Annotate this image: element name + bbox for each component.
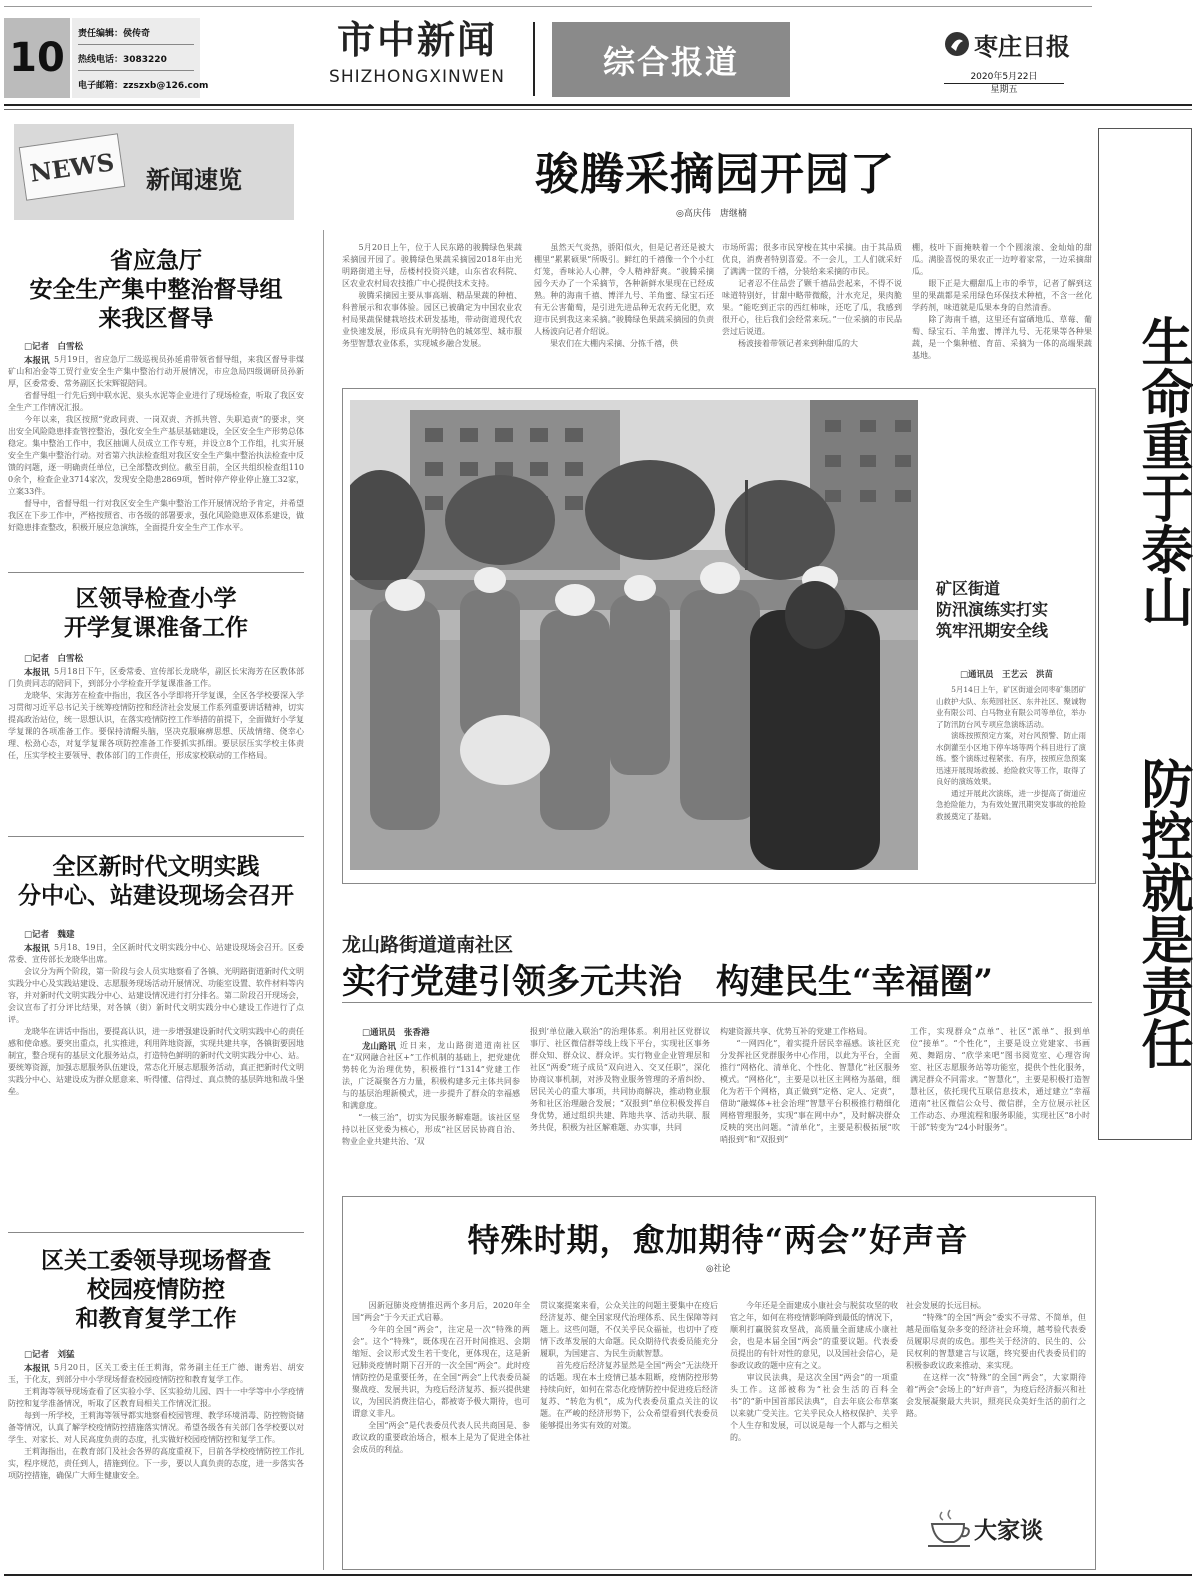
- article-3-body: 5月18、19日，全区新时代文明实践分中心、站建设现场会召开。区委常委、宣传部长龙晓华出席。 会议分为两个阶段，第一阶段与会人员实地察看了各镇、光明路街道新时代文明实践分中心及实践站建设、志愿服务现场活动开展情况、功能室设置、软件材料等内容，并对新时代文明实践分中心、站建设情况进行打分排名。第二阶段召开现场会，会议宣布了打分评比结果，对各镇（街）新时代文明实践分中心建设工作进行了点评。 龙晓华在讲话中指出，要提高认识，进一步增强建设新时代文明实践中心的责任感和使命感。要突出重点，扎实推进，利用阵地资源，实现共建共享，各镇街要因地制宜，整合现有的基层文化服务站点，打造特色鲜明的新时代文明实践分中心、站。要统筹资源，加强志愿服务队伍建设，常态化开展志愿服务活动，真正把新时代文明实践分中心、站建设成为群众愿意来、听得懂、信得过、真点赞的基层阵地和战斗堡垒。: [8, 943, 304, 1096]
- party-article-col-3: 构建资源共享、优势互补的党建工作格局。 “一网四化”，着实提升居民幸福感。该社区充分发挥社区党群服务中心作用，以此为平台，全面推行“网格化、清单化、个性化、智慧化”社区服务模式。“网格化”，主要是以社区主网格为基础，细化为若干个网格，真正做到“定格、定人、定责”，借助“融媒体+社会治理”智慧平台积极推行精细化网格管理服务，实现“事在网中办”，及时解决群众反映的突出问题。“清单化”，主要是积极拓展“吹哨报到”和“双报到”: [720, 1027, 900, 1144]
- section-title: 综合报道: [602, 42, 739, 81]
- party-article-kicker: 龙山路街道道南社区: [342, 934, 514, 956]
- flood-drill-photo-image: [350, 400, 918, 870]
- article-1-byline: □记者 白雪松: [24, 342, 84, 352]
- slogan-line-2: 防控就是责任: [1132, 757, 1192, 1069]
- opinion-headline: 特殊时期，愈加期待“两会”好声音: [467, 1221, 969, 1259]
- paper-name: 枣庄日报: [974, 31, 1070, 61]
- page-number: 10: [9, 35, 65, 81]
- article-2-body: 5月18日下午，区委常委、宣传部长龙晓华，副区长宋海芳在区教体部门负责同志的陪同下，到部分小学检查开学复课准备工作。 龙晓华、宋海芳在检查中指出，我区各小学即将开学复课，全区各学校要深入学习贯彻习近平总书记关于统筹疫情防控和经济社会发展工作系列重要讲话精神，切实提高政治站位，统一思想认识，在落实疫情防控工作举措的前提下，全面做好小学复学复课的各项准备工作。要保持清醒头脑，坚决克服麻痹思想、厌战情绪、侥幸心理、松劲心态，对复学复课各项防控准备工作要抓实抓细。要层层压实学校主体责任，压实学校主要领导、教体部门的工作责任，形成家校联动的工作格局。: [8, 667, 304, 760]
- paper-emblem-icon: [944, 31, 970, 57]
- article-4-title-line: 和教育复学工作: [75, 1305, 237, 1332]
- opinion-logo-text: 大家谈: [974, 1517, 1043, 1544]
- article-3-title-line: 全区新时代文明实践: [52, 853, 260, 880]
- article-divider: [8, 572, 304, 573]
- main-byline: ◎高庆伟 唐继楠: [676, 209, 747, 219]
- masthead-bottom-rule: [4, 104, 1192, 106]
- masthead-bottom-rule-thin: [4, 109, 1192, 110]
- article-divider: [8, 1232, 304, 1233]
- party-article-col-4: 工作，实现群众“点单”、社区“派单”、报到单位“接单”。“个性化”，主要是设立党建家、书画苑、舞蹈房、“欣学来吧”图书阅览室、心理咨询室、社区志愿服务站等功能室，提供个性化服务，满足群众不同需求。“智慧化”，主要是积极打造智慧社区，依托现代互联信息技术，通过建立“幸福道南”社区微信公众号、微信群，全方位展示社区工作动态、办理流程和服务职能，实现社区“8小时干部”转变为“24小时服务”。: [910, 1027, 1090, 1132]
- issue-date: 2020年5月22日: [970, 72, 1038, 82]
- photo-caption-body: 5月14日上午，矿区街道会同枣矿集团矿山救护大队、东苑园社区、东井社区、聚诚物业有限公司、白马物业有限公司等单位，举办了防汛防台风专项应急演练活动。 演练按照预定方案，对台风预警、防止雨水倒灌至小区地下停车场等两个科目进行了演练。整个演练过程紧张、有序，按照应急预案迅速开展现场救援、抢险救灾等工作，取得了良好的演练效果。 通过开展此次演练，进一步提高了街道应急抢险能力，为有效处置汛期突发事故的抢险救援奠定了基础。: [936, 685, 1086, 821]
- hotline-line: 热线电话：3083220: [78, 55, 167, 65]
- article-4-lead: 本报讯: [24, 1364, 50, 1374]
- paper-logo: [944, 26, 1094, 62]
- left-column-divider: [323, 230, 324, 1570]
- party-article-headline: 实行党建引领多元共治 构建民生“幸福圈”: [342, 962, 994, 1002]
- article-1-body: 5月19日，省应急厅二级巡视员孙延甫带领省督导组，来我区督导非煤矿山和冶金等工贸行业安全生产集中整治行动开展情况，市应急局四级调研员孙新厚，区委常委、常务副区长宋辉锟陪同。 省督导组一行先后到中联水泥、泉头水泥等企业进行了现场检查，听取了我区安全生产工作情况汇报。 今年以来，我区按照“党政同责、一岗双责、齐抓共管、失职追责”的要求，突出安全风险隐患排查管控整治，强化安全生产基层基础建设，全区安全生产形势总体稳定。集中整治工作中，我区抽调人员成立工作专班，并设立8个工作组，扎实开展安全生产集中整治行动。对省第六执法检查组对我区安全生产集中整治执法检查中反馈的问题，逐一明确责任单位，已全部整改到位。截至目前，全区共组织检查组1100余个，检查企业3714家次，发现安全隐患2869项，暂时停产停业停止施工32家，立案33件。 督导中，省督导组一行对我区安全生产集中整治工作开展情况给予肯定，并希望我区在下步工作中，严格按照省、市各级的部署要求，强化风险隐患双体系建设，做好隐患排查整改，积极开展应急演练，全面提升安全生产工作水平。: [8, 355, 304, 532]
- article-2-lead: 本报讯: [24, 668, 50, 678]
- article-1-title-line: 来我区督导: [98, 305, 214, 332]
- opinion-col-3: 今年还是全面建成小康社会与脱贫攻坚的收官之年，如何在将疫情影响降到最低的情况下，顺利打赢脱贫攻坚战，高质量全面建成小康社会，也是本届全国“两会”的重要议题。代表委员提出的有针对性的意见，以及国社会信心，是参政议政的题中应有之义。 审议民法典，是这次全国“两会”的一项重头工作。这部被称为“社会生活的百科全书”的“新中国首部民法典”，自去年底公布草案以来就广受关注。它关乎民众人格权保护、关乎个人生存和发展，可以说是每一个人都与之相关的。: [730, 1301, 898, 1442]
- opinion-col-2: 贯议案提案来看，公众关注的问题主要集中在疫后经济复苏、健全国家现代治理体系、民生保障等问题上。这些问题，不仅关乎民众福祉，也切中了疫情下改革发展的大命题。民众期待代表委员能充分履职，为国建言、为民生贡献智慧。 首先疫后经济复苏显然是全国“两会”无法绕开的话题。现在本土疫情已基本阻断，疫情防控形势持续向好，如何在常态化疫情防控中促进疫后经济复苏、“转危为机”，成为代表委员重点关注的议题。在严峻的经济形势下，公众希望看到代表委员能够提出务实有效的对策。: [540, 1301, 718, 1430]
- opinion-byline: ◎社论: [706, 1264, 731, 1274]
- article-3-lead: 本报讯: [24, 944, 50, 954]
- bottom-rule: [4, 1574, 1192, 1576]
- issue-weekday: 星期五: [990, 85, 1018, 95]
- photo-caption-title: [936, 578, 1086, 641]
- article-2-title-line: 开学复课准备工作: [64, 614, 248, 641]
- teacup-icon: [926, 1508, 972, 1552]
- flood-drill-photo: [350, 400, 918, 870]
- party-article-lead: 龙山路讯: [362, 1042, 397, 1052]
- article-divider: [8, 836, 304, 837]
- article-3-title-line: 分中心、站建设现场会召开: [18, 882, 294, 909]
- article-1-title: [8, 246, 304, 333]
- section-banner: [552, 22, 790, 97]
- article-3-title: [8, 852, 304, 910]
- article-2-title: [8, 584, 304, 642]
- top-rule: [4, 6, 1092, 7]
- opinion-col-1: 因新冠肺炎疫情推迟两个多月后，2020年全国“两会”于今天正式启幕。 今年的全国“两会”，注定是一次“特殊的两会”。这个“特殊”，既体现在召开时间推迟、会期缩短、会议形式发生若干变化，更体现在，这是新冠肺炎疫情时期下召开的一次全国“两会”。此时疫情防控仍是重要任务，在全国“两会”上代表委员凝聚战疫、发展共识，为疫后经济复苏、振兴提供建议，为国民消费注信心，都被寄予极大期待，也可谓意义非凡。 全国“两会”是代表委员代表人民共商国是、参政议政的重要政治场合，根本上是为了促进全体社会成员的利益。: [352, 1301, 530, 1454]
- column-name-en: SHIZHONGXINWEN: [329, 67, 505, 87]
- article-4-title: [8, 1246, 304, 1333]
- news-brief-title: 新闻速览: [146, 165, 242, 194]
- article-2-byline: □记者 白雪松: [24, 654, 84, 664]
- main-story-col-1: 5月20日上午，位于人民东路的骏腾绿色果蔬采摘园开园了。骏腾绿色果蔬采摘园2018年由光明路街道主导，岳楼村投资兴建，山东省农科院、区农业农村局农技推广中心提供技术支持。 骏腾采摘园主要从事高端、精品果蔬的种植、科普展示和农事体验。园区已被确定为中国农业农村局果蔬保健栽培技术研发基地，带动街道现代农业快速发展，形成具有光明特色的城郊型、城市服务型智慧农业体系，实现城乡融合发展。: [342, 243, 522, 348]
- paper-date-block: [944, 71, 1064, 96]
- article-2-title-line: 区领导检查小学: [75, 585, 237, 612]
- article-4-title-line: 校园疫情防控: [87, 1276, 225, 1303]
- party-article-col-1: 近日来，龙山路街道道南社区在“双网融合社区+”工作机制的基础上，把党建优势转化为治理优势，积极推行“1314”党建工作法，广泛凝聚各方力量，积极构建多元主体共同参与的基层治理新模式，进一步提升了群众的幸福感和满意度。 “一核三治”，切实为民服务解难题。该社区坚持以社区党委为核心，形成“社区居民协商自治、物业企业共建共治、‘双: [342, 1041, 520, 1146]
- photo-caption-title-line: 矿区街道: [936, 579, 1001, 598]
- article-4-title-line: 区关工委领导现场督查: [41, 1247, 271, 1274]
- page-number-box: [4, 18, 70, 98]
- article-1-title-line: 安全生产集中整治督导组: [29, 276, 283, 303]
- article-4-byline: □记者 刘猛: [24, 1350, 75, 1360]
- article-1-lead: 本报讯: [24, 356, 50, 366]
- article-3-byline: □记者 魏建: [24, 930, 75, 940]
- column-logo: [312, 14, 522, 98]
- column-name-cn: 市中新闻: [336, 17, 497, 62]
- opinion-col-4: 社会发展的长远目标。 “特殊”的全国“两会”委实不寻常、不简单，但越是面临复杂多变的经济社会环境，越考验代表委员履职尽责的成色。那些关于经济的、民生的、公民权利的智慧建言与议题，终究要由代表委员们的积极参政议政来推动、来实现。 在这样一次“特殊”的全国“两会”，大家期待着“两会”会场上的“好声音”，为疫后经济振兴和社会发展凝聚最大共识，照亮民众美好生活的前行之路。: [906, 1301, 1086, 1418]
- photo-caption-byline: □通讯员 王艺云 洪苗: [960, 670, 1054, 680]
- editor-line: 责任编辑：侯传奇: [78, 29, 151, 39]
- main-story-col-2: 虽然天气炎热，骄阳似火，但是记者还是被大棚里“累累硕果”所吸引。鲜红的千禧像一个个小红灯笼，香味沁人心脾，令人精神舒爽。“骏腾采摘园今天办了一个采摘节，各种新鲜水果现在已经成熟。种的海南千禧、博洋九号、羊角蜜、绿宝石还有无公害葡萄，是引进先进品种无农药无化肥，欢迎市民到我这来采摘。”骏腾绿色果蔬采摘园的负责人杨波向记者介绍说。 果农们在大棚内采摘、分拣千禧，供: [534, 243, 714, 348]
- photo-caption-title-line: 防汛演练实打实: [936, 600, 1049, 619]
- slogan-banner: [1098, 128, 1192, 1140]
- party-article-col-2: 报到’单位融入联治”的治理体系。利用社区党群议事厅、社区微信群等线上线下平台，实现社区事务群众知、群众议、群众评。实行物业企业管理层和社区“两委”班子成员“双向进入、交叉任职”，深化协商议事机制，对涉及物业服务管理的矛盾纠纷、居民关心的重大事项，共同协商解决，推动物业服务和社区治理融合发展；“双报到”单位积极发挥自身优势，通过组织共建、阵地共享、活动共联、服务共促，积极为社区解难题、办实事，共同: [530, 1027, 710, 1132]
- main-story-col-4: 棚，枝叶下面掩映着一个个圆滚滚、金灿灿的甜瓜。满脸喜悦的果农正一边哼着家常，一边采摘甜瓜。 眼下正是大棚甜瓜上市的季节，记者了解到这里的果蔬都是采用绿色环保技术种植，不含一丝化学药剂，味道就是瓜果本身的自然清香。 除了海南千禧，这里还有富硒地瓜、草莓、葡萄、绿宝石、羊角蜜、博洋九号、无花果等各种果蔬，是一个集种植、育苗、采摘为一体的高端果蔬基地。: [912, 243, 1092, 360]
- editor-info-box: [72, 18, 209, 98]
- photo-caption-title-line: 筑牢汛期安全线: [936, 621, 1049, 640]
- email-line: 电子邮箱：zzszxb@126.com: [78, 81, 209, 91]
- slogan-line-1: 生命重于泰山: [1132, 315, 1192, 627]
- article-1-title-line: 省应急厅: [110, 247, 202, 274]
- main-headline: 骏腾采摘园开园了: [535, 149, 895, 200]
- article-4-body: 5月20日，区关工委主任王莉海，常务副主任王广德、谢秀岩、胡安玉，于化友，到部分中小学现场督查校园疫情防控和教育复学工作。 王莉海等领导现场查看了区实验小学、区实验幼儿园、四十一中学等中小学疫情防控和复学准备情况，听取了区教育局相关工作情况汇报。 每到一所学校，王莉海等领导都实地察看校园管理、教学环境消毒、防控物资储备等情况，认真了解学校疫情防控措施落实情况。希望各级各有关部门各学校要以对学生、对家长、对人民高度负责的态度，扎实做好校园疫情防控和复学工作。 王莉海指出，在教育部门及社会各界的高度重视下，目前各学校疫情防控工作扎实，程序规范，责任到人，措施到位。下一步，要以人真负责的态度，进一步落实各项防控措施，确保广大师生健康安全。: [8, 1363, 304, 1480]
- party-article-byline: □通讯员 张香港: [362, 1028, 430, 1038]
- party-headline-rule: [342, 1002, 1092, 1003]
- masthead-divider: [533, 22, 535, 96]
- main-story-col-3: 市场所需；很多市民穿梭在其中采摘。由于其品质优良，消费者特别喜爱。不一会儿，工人们就采好了满满一筐的千禧，分装给来采摘的市民。 记者忍不住品尝了颗千禧品尝起来，不得不说味道特别好，甘甜中略带微酸，汁水充足，果肉脆果。“能吃到正宗的西红柿味，还吃了瓜，我感到很开心，往后我们会经常来玩。”一位采摘的市民品尝过后说道。 杨波接着带领记者来到种甜瓜的大: [722, 243, 902, 348]
- news-word: NEWS: [28, 146, 116, 188]
